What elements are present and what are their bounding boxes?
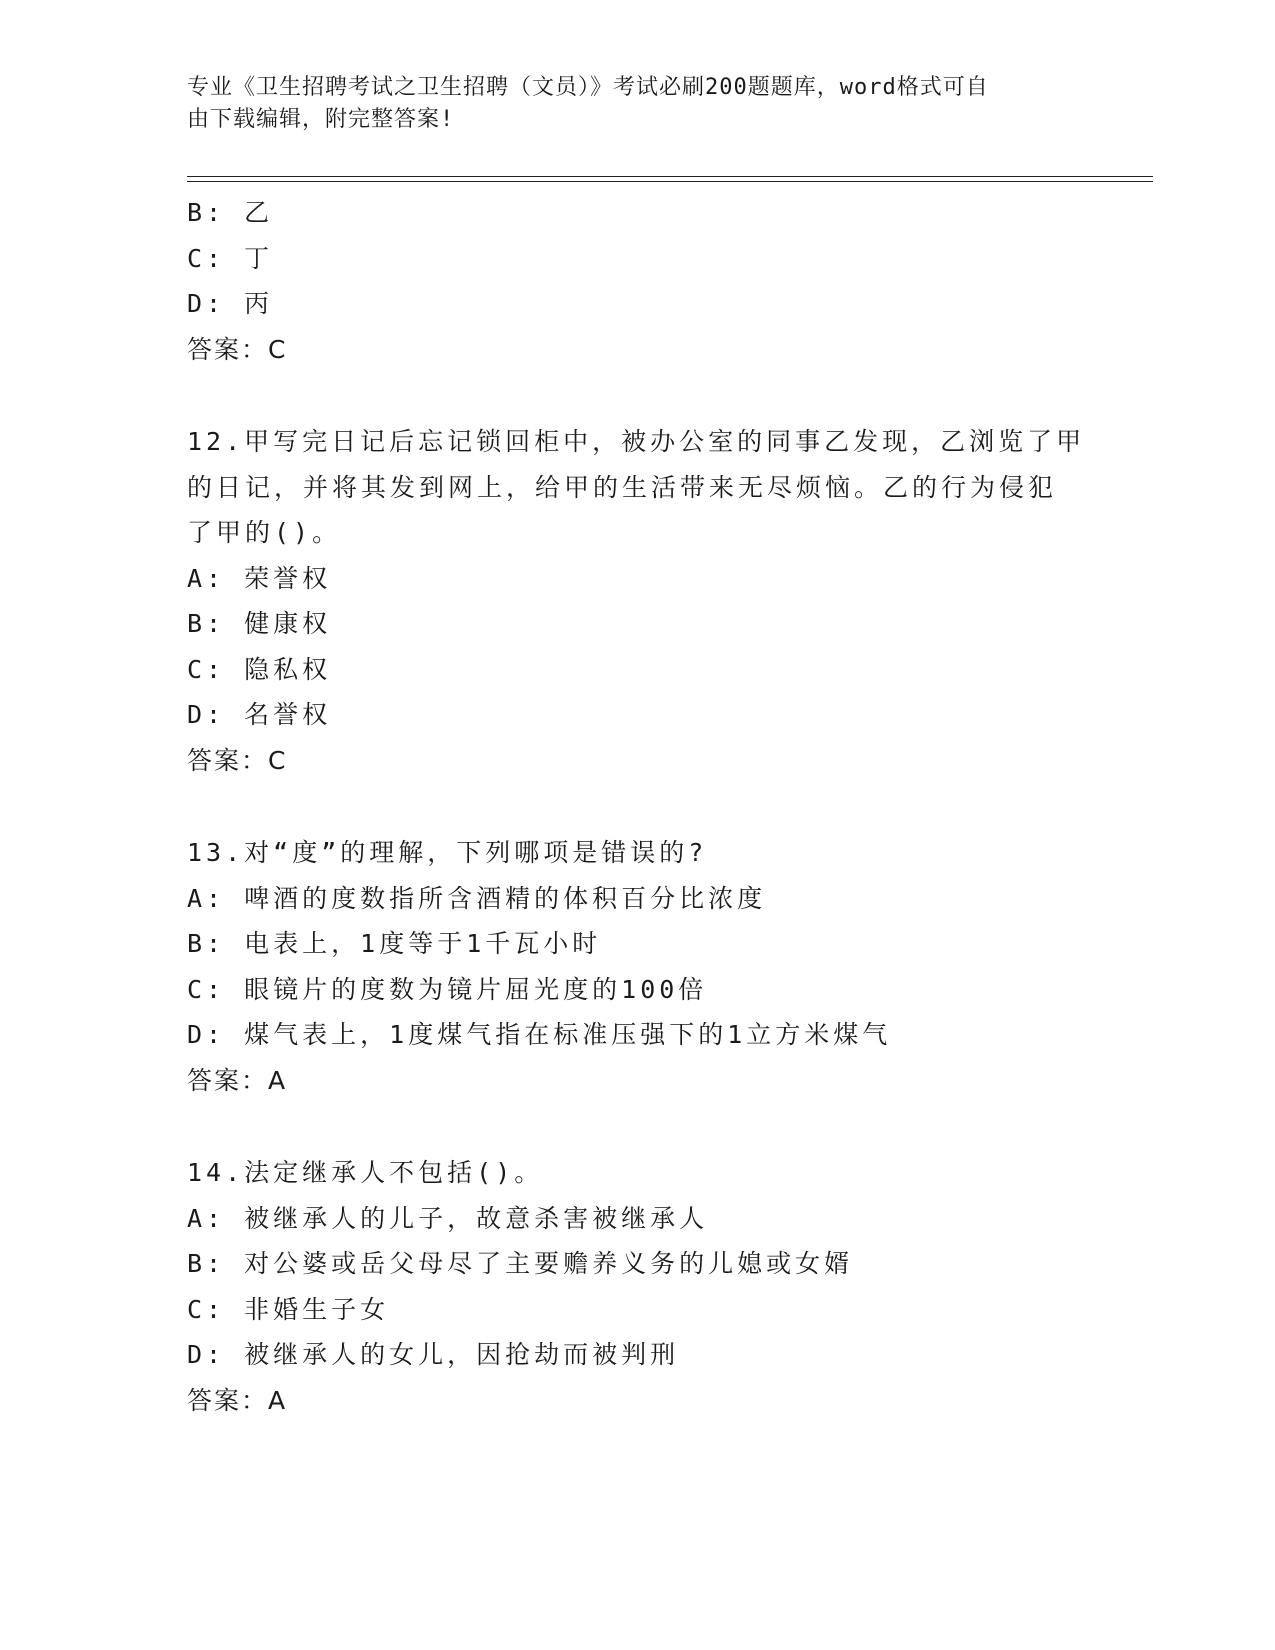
question-list [187,190,1086,1423]
option-b: B: 健康权 [187,609,332,638]
answer-line: 答案：C [187,334,288,364]
answer-line: 答案：C [187,745,288,775]
question-14 [187,1150,1067,1423]
question-13 [187,830,1067,1103]
answer-line: 答案：A [187,1385,288,1415]
answer-line: 答案：A [187,1065,288,1095]
header-line-2: 由下载编辑，附完整答案! [187,107,455,132]
question-gap [187,1103,1067,1150]
option-c: C: 眼镜片的度数为镜片屈光度的100倍 [187,974,708,1004]
option-c: C: 丁 [187,243,274,273]
option-c: C: 隐私权 [187,654,332,684]
option-a: A: 啤酒的度数指所含酒精的体积百分比浓度 [187,883,767,913]
option-a: A: 被继承人的儿子，故意杀害被继承人 [187,1203,709,1233]
header-divider-bottom [187,181,1153,182]
question-stem-line: 13.对“度”的理解，下列哪项是错误的? [187,838,708,867]
option-d: D: 名誉权 [187,700,332,729]
option-a: A: 荣誉权 [187,563,332,593]
question-12 [187,419,1086,783]
question-gap [187,783,1067,830]
header-line-1: 专业《卫生招聘考试之卫生招聘（文员）》考试必刷200题题库，word格式可自 [187,75,989,100]
header-divider-top [187,176,1153,177]
page-header [187,72,1067,136]
option-b: B: 电表上，1度等于1千瓦小时 [187,929,602,958]
option-d: D: 煤气表上，1度煤气指在标准压强下的1立方米煤气 [187,1020,892,1049]
question-stem-line: 12.甲写完日记后忘记锁回柜中，被办公室的同事乙发现，乙浏览了甲 [187,427,1086,456]
option-c: C: 非婚生子女 [187,1294,390,1324]
option-b: B: 对公婆或岳父母尽了主要赡养义务的儿媳或女婿 [187,1249,854,1278]
option-b: B: 乙 [187,198,274,227]
question-stem-line: 的日记，并将其发到网上，给甲的生活带来无尽烦恼。乙的行为侵犯 [187,472,1058,502]
option-d: D: 丙 [187,289,274,318]
question-gap [187,372,1067,419]
question-stem-line: 14.法定继承人不包括()。 [187,1158,544,1187]
continued-question [187,190,1067,372]
question-stem-line: 了甲的()。 [187,518,342,547]
option-d: D: 被继承人的女儿，因抢劫而被判刑 [187,1340,680,1369]
